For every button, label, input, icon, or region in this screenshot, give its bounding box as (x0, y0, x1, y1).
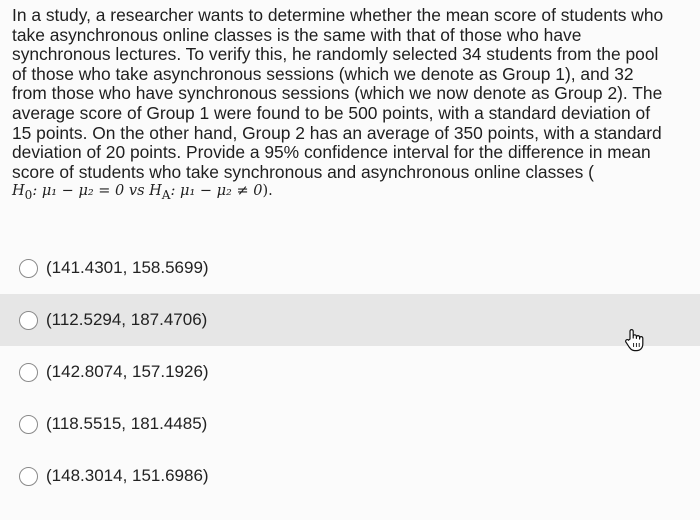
hypothesis-formula (12, 182, 688, 205)
question-line: 15 points. On the other hand, Group 2 has an average of 350 points, with a standard (12, 122, 662, 143)
question-line: from those who have synchronous sessions (which we now denote as Group 2). The (12, 83, 663, 104)
answer-option-label[interactable]: (142.8074, 157.1926) (46, 362, 209, 381)
answer-option-label[interactable]: (148.3014, 151.6986) (46, 466, 209, 485)
question-line: average score of Group 1 were found to be 500 points, with a standard deviation of (12, 102, 651, 123)
question-line: of those who take asynchronous sessions (which we denote as Group 1), and 32 (12, 63, 634, 84)
answer-option-5[interactable] (0, 450, 700, 502)
radio-unselected-icon[interactable] (19, 415, 38, 434)
question-text (12, 6, 688, 206)
question-line: synchronous lectures. To verify this, he randomly selected 34 students from the pool (12, 44, 659, 65)
answer-option-3[interactable] (0, 346, 700, 398)
alt-hypothesis-expression: : μ₁ − μ₂ ≠ 0 (170, 183, 263, 200)
answer-option-label[interactable]: (141.4301, 158.5699) (46, 258, 209, 277)
answer-option-label[interactable]: (118.5515, 181.4485) (46, 414, 208, 433)
alt-hypothesis-subscript: A (161, 188, 171, 203)
alt-hypothesis-symbol: H (149, 183, 162, 200)
radio-unselected-icon[interactable] (19, 311, 38, 330)
question-line: score of students who take synchronous and asynchronous online classes ( (12, 161, 594, 182)
question-line: deviation of 20 points. Provide a 95% confidence interval for the difference in mean (12, 142, 651, 163)
answer-option-4[interactable] (0, 398, 700, 450)
pointer-hand-icon (624, 328, 646, 352)
answer-option-label[interactable]: (112.5294, 187.4706) (46, 310, 208, 329)
versus-text: vs (124, 183, 150, 200)
question-line: In a study, a researcher wants to determine whether the mean score of students who (12, 5, 664, 25)
null-hypothesis-subscript: 0 (24, 188, 33, 203)
null-hypothesis-symbol: H (12, 183, 25, 200)
null-hypothesis-expression: : μ₁ − μ₂ = 0 (32, 183, 125, 200)
radio-unselected-icon[interactable] (19, 259, 38, 278)
radio-unselected-icon[interactable] (19, 363, 38, 382)
question-line: take asynchronous online classes is the same with that of those who have (12, 24, 582, 45)
answer-option-2[interactable] (0, 294, 700, 346)
answer-option-1[interactable] (0, 242, 700, 294)
formula-closing: ). (262, 183, 273, 200)
radio-unselected-icon[interactable] (19, 467, 38, 486)
answer-options (0, 242, 700, 502)
